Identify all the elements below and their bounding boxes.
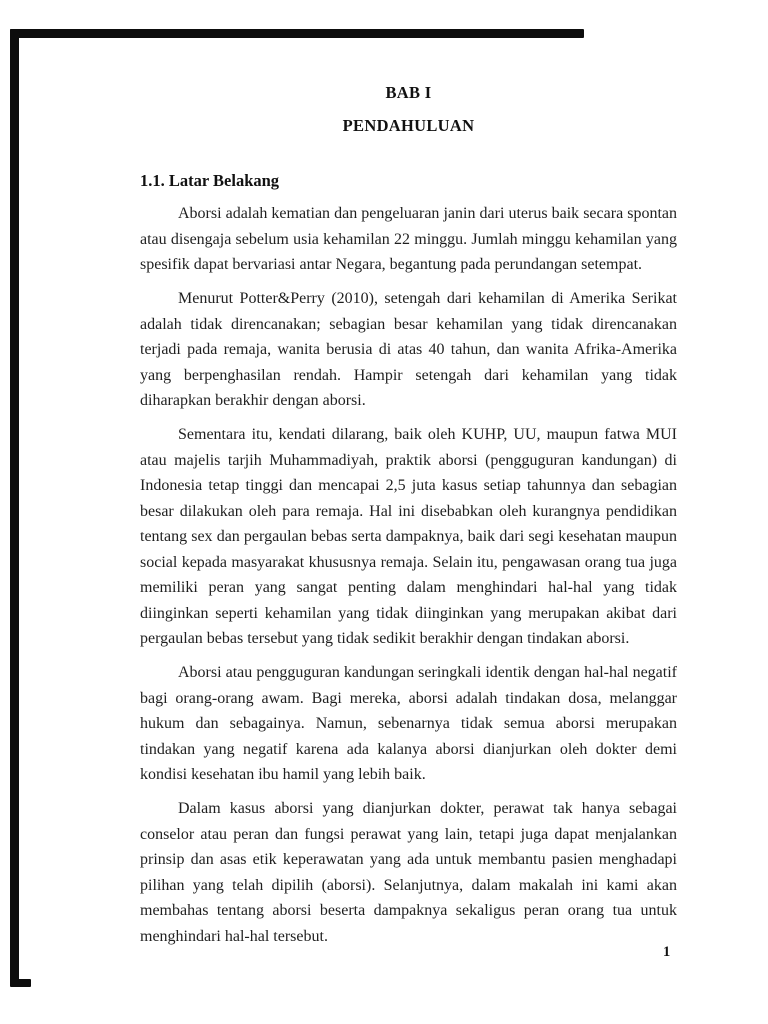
- body-text: [140, 201, 677, 949]
- paragraph-4: Aborsi atau pengguguran kandungan seringkali identik dengan hal-hal negatif bagi orang-orang awam. Bagi mereka, aborsi adalah tindakan dosa, melanggar hukum dan sebagainya. Namun, sebenarnya tidak semua aborsi merupakan tindakan yang negatif karena ada kalanya aborsi dianjurkan oleh dokter demi kondisi kesehatan ibu hamil yang lebih baik.: [140, 664, 677, 783]
- section-heading: 1.1. Latar Belakang: [140, 171, 280, 190]
- scan-edge-bottom-foot: [10, 979, 31, 987]
- paragraph-5: Dalam kasus aborsi yang dianjurkan dokter, perawat tak hanya sebagai conselor atau peran dan fungsi perawat yang lain, tetapi juga dapat menjalankan prinsip dan asas etik keperawatan yang ada untuk membantu pasien menghadapi pilihan yang telah dipilih (aborsi). Selanjutnya, dalam makalah ini kami akan membahas tentang aborsi beserta dampaknya sekaligus peran orang tua untuk menghindari hal-hal tersebut.: [140, 800, 677, 945]
- paragraph-1: Aborsi adalah kematian dan pengeluaran janin dari uterus baik secara spontan atau disengaja sebelum usia kehamilan 22 minggu. Jumlah minggu kehamilan yang spesifik dapat bervariasi antar Negara, begantung pada perundangan setempat.: [140, 205, 677, 273]
- chapter-title: BAB I: [385, 83, 432, 102]
- scan-edge-left-bar: [10, 29, 19, 986]
- chapter-subtitle: PENDAHULUAN: [342, 116, 475, 135]
- paragraph-2: Menurut Potter&Perry (2010), setengah dari kehamilan di Amerika Serikat adalah tidak direncanakan; sebagian besar kehamilan yang tidak direncanakan terjadi pada remaja, wanita berusia di atas 40 tahun, dan wanita Afrika-Amerika yang berpenghasilan rendah. Hampir setengah dari kehamilan yang tidak diharapkan berakhir dengan aborsi.: [140, 290, 677, 409]
- page-number: 1: [663, 944, 671, 960]
- paragraph-3: Sementara itu, kendati dilarang, baik oleh KUHP, UU, maupun fatwa MUI atau majelis tarjih Muhammadiyah, praktik aborsi (pengguguran kandungan) di Indonesia tetap tinggi dan mencapai 2,5 juta kasus setiap tahunnya dan sebagian besar dilakukan oleh para remaja. Hal ini disebabkan oleh kurangnya pendidikan tentang sex dan pergaulan bebas serta dampaknya, baik dari segi kesehatan maupun social kepada masyarakat khususnya remaja. Selain itu, pengawasan orang tua juga memiliki peran yang sangat penting dalam menghindari hal-hal yang tidak diinginkan seperti kehamilan yang tidak diinginkan yang merupakan akibat dari pergaulan bebas tersebut yang tidak sedikit berakhir dengan tindakan aborsi.: [140, 426, 677, 647]
- page-content: [140, 0, 677, 958]
